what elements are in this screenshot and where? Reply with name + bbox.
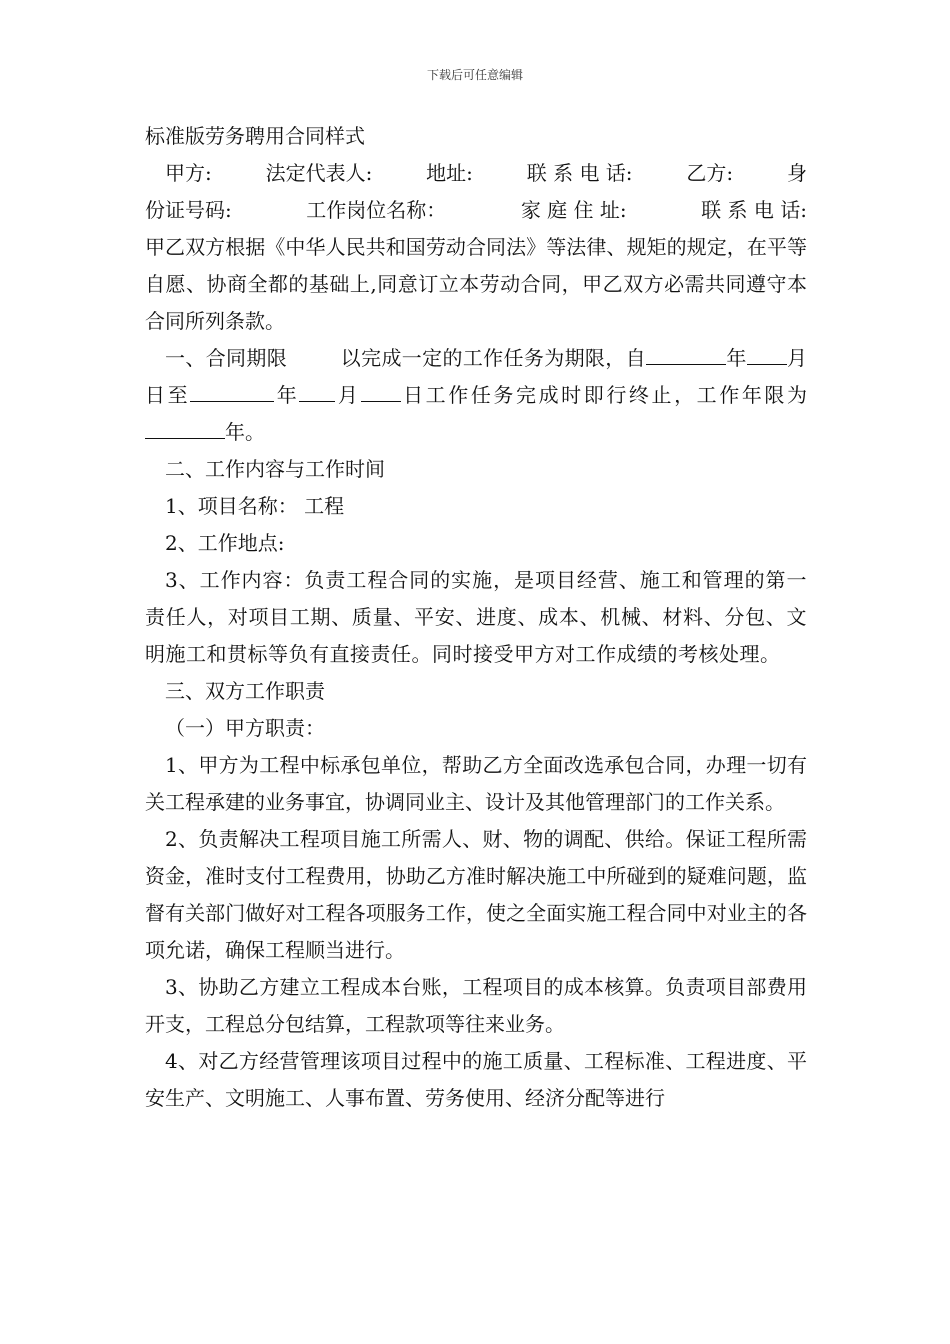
term-years-unit: 年。: [225, 420, 265, 444]
address-label: 地址:: [426, 161, 473, 185]
id-label-start: 身: [786, 161, 807, 185]
id-number-label: 份证号码:: [145, 198, 232, 222]
section-1-heading: 一、合同期限: [165, 346, 288, 370]
section-1-text-a: 以完成一定的工作任务为期限，自: [340, 346, 646, 370]
start-month-blank: [747, 340, 787, 365]
section-2-heading: 二、工作内容与工作时间: [165, 457, 385, 481]
work-content-item: 3、工作内容：负责工程合同的实施，是项目经营、施工和管理的第一责任人，对项目工期、质量、平安、进度、成本、机械、材料、分包、文明施工和贯标等负有直接责任。同时接受甲方对工作成绩的考核处理。: [145, 568, 807, 666]
end-year-unit: 年: [274, 383, 300, 407]
end-day-blank: [361, 377, 401, 402]
work-location-item: 2、工作地点:: [165, 531, 285, 555]
start-year-blank: [646, 340, 726, 365]
section-1-paragraph: [145, 340, 807, 451]
end-year-blank: [190, 377, 274, 402]
party-b-label: 乙方:: [686, 161, 734, 185]
job-title-label: 工作岗位名称：: [306, 198, 447, 222]
document-title: 标准版劳务聘用合同样式: [145, 124, 365, 148]
project-name-item: 1、项目名称： 工程: [165, 494, 345, 518]
legal-rep-label: 法定代表人:: [265, 161, 373, 185]
party-a-duty-1: 1、甲方为工程中标承包单位，帮助乙方全面改选承包合同，办理一切有关工程承建的业务事宜，协调同业主、设计及其他管理部门的工作关系。: [145, 753, 807, 814]
party-b-phone-label: 联 系 电 话:: [701, 198, 807, 222]
term-years-blank: [145, 414, 225, 439]
party-a-duty-2: 2、负责解决工程项目施工所需人、财、物的调配、供给。保证工程所需资金，准时支付工程费用，协助乙方准时解决施工中所碰到的疑难问题，监督有关部门做好对工程各项服务工作，使之全面实施工程合同中对业主的各项允诺，确保工程顺当进行。: [145, 827, 807, 962]
end-month-unit: 月: [335, 383, 361, 407]
section-1-text-b: 月日至: [145, 346, 808, 407]
party-a-duties-heading: （一）甲方职责：: [165, 716, 325, 740]
party-a-duty-4: 4、对乙方经营管理该项目过程中的施工质量、工程标准、工程进度、平安生产、文明施工、人事布置、劳务使用、经济分配等进行: [145, 1049, 807, 1110]
party-a-duty-3: 3、协助乙方建立工程成本台账，工程项目的成本核算。负责项目部费用开支，工程总分包结算，工程款项等往来业务。: [145, 975, 807, 1036]
home-address-label: 家 庭 住 址:: [520, 198, 627, 222]
end-month-blank: [299, 377, 335, 402]
parties-line-1: [145, 155, 807, 192]
header-note: 下载后可任意编辑: [426, 68, 523, 82]
document-body: [145, 118, 807, 1117]
section-1-text-c: 日工作任务完成时即行终止，工作年限为: [400, 383, 808, 407]
parties-line-2: [145, 192, 807, 229]
party-a-label: 甲方:: [165, 161, 212, 185]
section-3-heading: 三、双方工作职责: [165, 679, 325, 703]
intro-paragraph: 甲乙双方根据《中华人民共和国劳动合同法》等法律、规矩的规定，在平等自愿、协商全都的基础上,同意订立本劳动合同，甲乙双方必需共同遵守本合同所列条款。: [145, 235, 807, 333]
start-year-unit: 年: [725, 346, 747, 370]
phone-label: 联 系 电 话:: [526, 161, 633, 185]
